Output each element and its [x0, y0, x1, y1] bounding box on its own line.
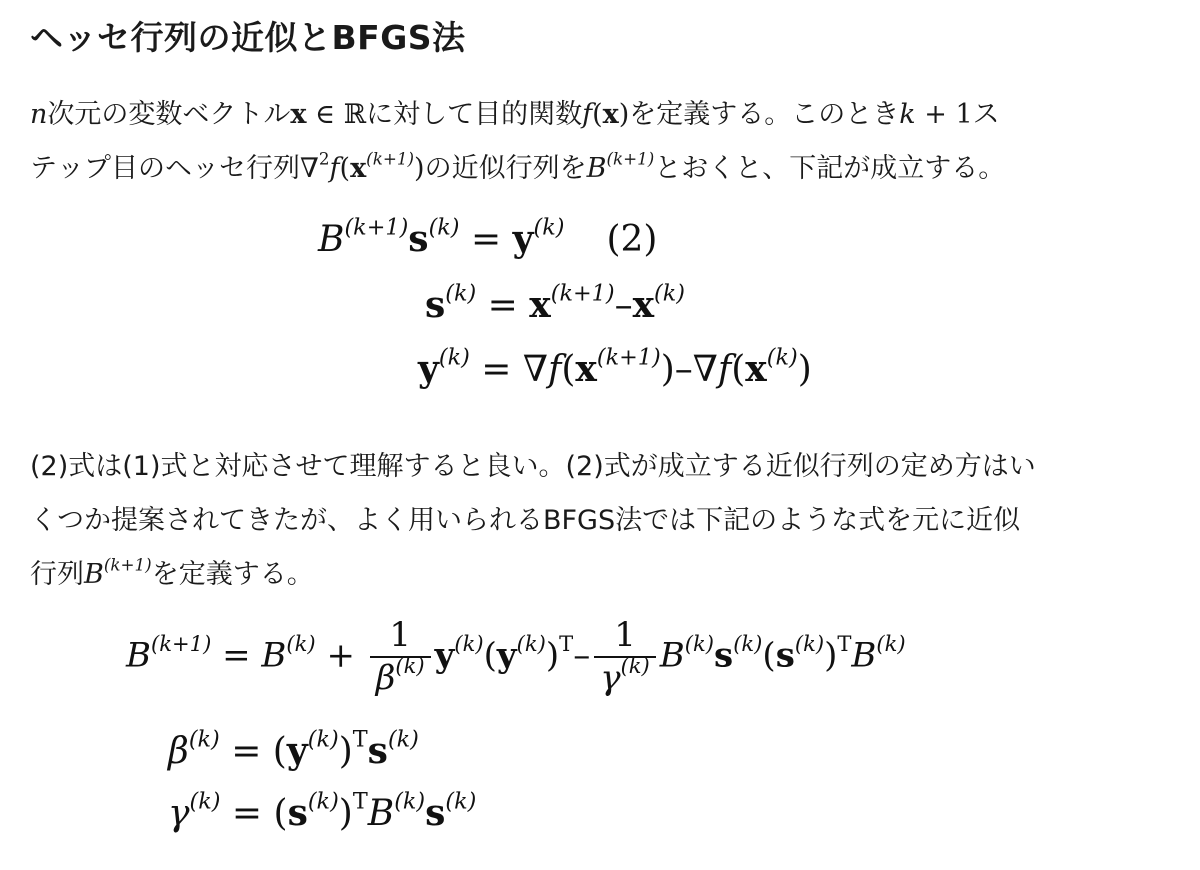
math-B: B	[659, 635, 685, 676]
equation-secant-condition	[318, 214, 658, 260]
math-sup: (k)	[684, 630, 715, 656]
math-gamma: γ	[600, 657, 621, 698]
math-equals-paren: = (	[219, 731, 287, 772]
equation-bfgs-update	[126, 615, 906, 698]
math-paren: )	[797, 349, 812, 390]
math-x: x	[350, 153, 367, 184]
math-sup: (k)	[516, 630, 546, 656]
math-minus-nabla: )–∇	[660, 349, 718, 390]
math-sup: (k)	[189, 788, 221, 815]
math-equals: =	[459, 219, 513, 260]
fraction-numerator: 1	[370, 618, 431, 658]
math-sup: (k)	[394, 788, 426, 815]
math-sup: (k+1)	[550, 280, 615, 307]
math-sup: (k)	[766, 344, 798, 371]
paragraph-bfgs-line-1: (2)式は(1)式と対応させて理解すると良い。(2)式が成立する近似行列の定め方はい	[30, 451, 1036, 482]
math-s: s	[408, 218, 429, 260]
equation-beta-definition	[168, 726, 419, 772]
math-s: s	[775, 635, 795, 676]
math-transpose: T	[837, 630, 852, 656]
equation-gamma-definition	[168, 788, 477, 834]
math-B: B	[586, 153, 607, 184]
math-sup: (k)	[307, 788, 339, 815]
math-in-R: ∈ ℝ	[306, 99, 367, 130]
math-transpose: T	[559, 630, 574, 656]
math-sup: (k)	[533, 214, 565, 241]
math-paren: (	[592, 99, 603, 130]
page-title: ヘッセ行列の近似とBFGS法	[30, 18, 466, 57]
math-sup: (k)	[387, 726, 419, 753]
math-beta: β	[168, 731, 189, 772]
math-sup: (k)	[794, 630, 825, 656]
math-nabla: ∇	[300, 153, 319, 184]
math-paren: (	[561, 349, 576, 390]
math-B: B	[318, 219, 345, 260]
math-minus: –	[573, 635, 591, 676]
math-f: f	[548, 349, 562, 390]
math-x: x	[529, 284, 551, 326]
math-y: y	[418, 348, 439, 390]
math-s: s	[425, 792, 446, 834]
math-paren: (	[762, 635, 776, 676]
text: の近似行列を	[424, 153, 587, 184]
math-sup: 2	[318, 148, 330, 169]
text: に対して目的関数	[366, 99, 583, 130]
math-k: k	[899, 99, 916, 130]
text: を定義する。	[151, 559, 314, 590]
math-sup: (k)	[438, 344, 470, 371]
math-f: f	[329, 153, 340, 184]
math-sup: (k)	[286, 630, 316, 656]
fraction-numerator: 1	[594, 618, 656, 658]
paragraph-intro-line-1	[30, 88, 1005, 142]
math-paren: )	[545, 635, 560, 676]
math-sup: (k+1)	[151, 630, 212, 656]
math-sup: (k)	[445, 788, 477, 815]
math-B: B	[261, 635, 287, 676]
math-sup: (k+1)	[344, 214, 409, 241]
math-equals: =	[476, 285, 530, 326]
equation-y-definition	[418, 344, 812, 390]
text: とおくと、下記が成立する。	[654, 153, 1006, 184]
text: ス	[972, 99, 1000, 130]
math-sup: (k)	[395, 652, 425, 678]
math-minus: –	[614, 285, 633, 326]
paragraph-bfgs	[30, 440, 1036, 602]
math-equals: =	[211, 635, 262, 676]
paragraph-intro-line-2	[30, 142, 1005, 196]
math-paren: (	[339, 153, 351, 184]
math-sup: (k)	[188, 726, 220, 753]
paragraph-bfgs-line-2: くつか提案されてきたが、よく用いられるBFGS法では下記のような式を元に近似	[30, 505, 1021, 536]
math-sup: (k)	[876, 630, 906, 656]
math-x: x	[602, 99, 619, 130]
text: 行列	[30, 559, 84, 590]
paragraph-intro	[30, 88, 1005, 196]
math-equals-paren: = (	[220, 793, 288, 834]
equation-s-definition	[425, 280, 685, 326]
text: テップ目のヘッセ行列	[30, 153, 300, 184]
math-s: s	[425, 284, 446, 326]
math-n: n	[30, 99, 48, 130]
math-transpose: T	[352, 726, 368, 753]
math-sup: (k+1)	[366, 148, 415, 169]
text: 次元の変数ベクトル	[47, 99, 291, 130]
equation-number: (2)	[606, 219, 658, 260]
math-x: x	[575, 348, 597, 390]
math-gamma: γ	[168, 793, 190, 834]
math-paren: )	[824, 635, 838, 676]
math-B: B	[84, 559, 104, 590]
math-paren: )	[338, 731, 353, 772]
math-s: s	[714, 635, 734, 676]
math-plus: +	[315, 635, 366, 676]
math-sup: (k+1)	[103, 554, 152, 575]
math-transpose: T	[352, 788, 368, 815]
math-y: y	[496, 635, 517, 676]
math-x: x	[290, 99, 307, 130]
math-sup: (k)	[733, 630, 763, 656]
math-x: x	[632, 284, 655, 326]
math-f: f	[582, 99, 593, 130]
math-y: y	[512, 218, 534, 260]
math-paren: (	[731, 349, 746, 390]
math-sup: (k+1)	[596, 344, 661, 371]
math-paren: )	[338, 793, 353, 834]
math-B: B	[367, 793, 395, 834]
math-sup: (k)	[620, 652, 650, 678]
text: を定義する。このとき	[629, 99, 900, 130]
math-B: B	[851, 635, 877, 676]
fraction-denominator	[594, 652, 656, 698]
math-sup: (k+1)	[606, 148, 655, 169]
math-plus-one: + 1	[915, 99, 973, 130]
math-f: f	[717, 349, 732, 390]
paragraph-bfgs-line-3	[30, 548, 1036, 602]
math-sup: (k)	[654, 280, 685, 307]
math-x: x	[745, 348, 767, 390]
math-sup: (k)	[454, 630, 484, 656]
math-sup: (k)	[445, 280, 477, 307]
math-equals-nabla: = ∇	[469, 349, 549, 390]
fraction-one-over-gamma	[594, 615, 656, 698]
math-beta: β	[375, 657, 396, 698]
math-s: s	[367, 730, 388, 772]
fraction-one-over-beta	[370, 615, 431, 698]
math-s: s	[287, 792, 308, 834]
math-y: y	[434, 635, 455, 676]
fraction-denominator	[370, 652, 431, 698]
math-sup: (k)	[307, 726, 339, 753]
math-y: y	[286, 730, 308, 772]
math-paren: )	[618, 99, 630, 130]
math-B: B	[126, 635, 151, 676]
math-sup: (k)	[428, 214, 460, 241]
math-paren: )	[414, 153, 425, 184]
math-paren: (	[483, 635, 497, 676]
